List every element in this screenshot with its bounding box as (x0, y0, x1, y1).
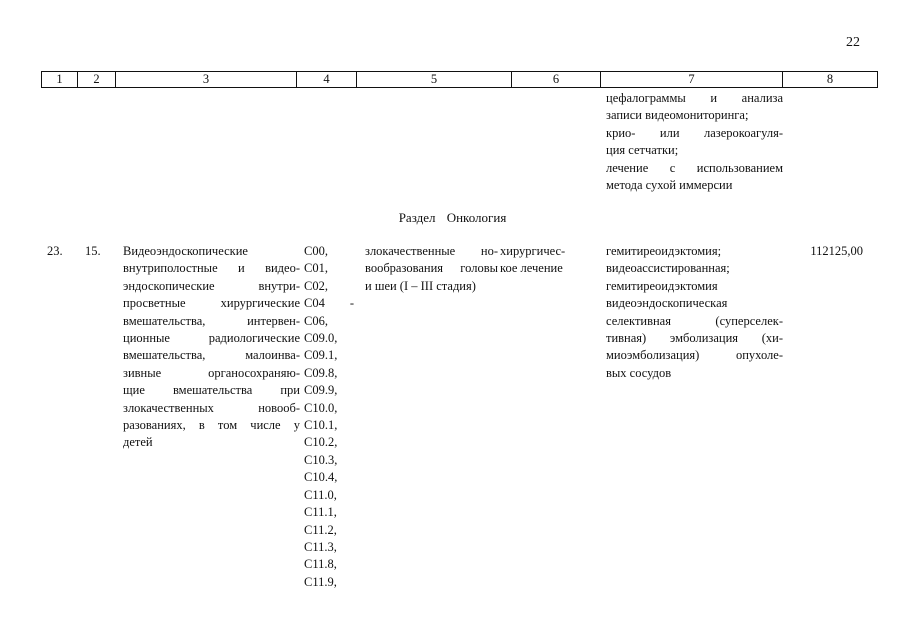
text-line: видеоэндоскопическая (606, 296, 728, 311)
icd-code: C11.3, (304, 539, 337, 554)
icd-code: C11.2, (304, 522, 337, 537)
page-number: 22 (846, 35, 860, 50)
text-line: вмешательства, интервен- (123, 313, 300, 328)
text-line: миоэмболизация) опухоле- (606, 348, 783, 363)
icd-code: C06, (304, 313, 328, 328)
text-line: злокачественных новооб- (123, 400, 300, 415)
section-title: Раздел Онкология (398, 210, 507, 225)
icd-code: C01, (304, 261, 328, 276)
treatment-type-cell (500, 243, 596, 278)
icd-code: C10.1, (304, 418, 338, 433)
header-col-1: 1 (42, 72, 78, 88)
icd-code: C11.1, (304, 505, 337, 520)
text-line: гемитиреоидэктомия (606, 278, 718, 293)
continued-methods-cell (606, 90, 783, 194)
row-number: 23. (47, 244, 63, 258)
icd-code: C11.0, (304, 487, 337, 502)
icd-code: C04 - (304, 296, 354, 311)
icd-code: C00, (304, 244, 328, 258)
text-line: хирургичес- (500, 244, 566, 258)
header-col-3: 3 (116, 72, 297, 88)
column-header-table (41, 71, 878, 88)
icd-code: C10.2, (304, 435, 338, 450)
text-line: вых сосудов (606, 365, 672, 380)
treatment-methods-cell (606, 243, 783, 382)
text-line: просветные хирургические (123, 296, 300, 311)
text-line: гемитиреоидэктомия; (606, 244, 722, 258)
header-col-6: 6 (512, 72, 601, 88)
icd-code: C11.8, (304, 557, 337, 572)
header-col-2: 2 (78, 72, 116, 88)
patient-model-cell (365, 243, 498, 295)
text-line: внутриполостные и видео- (123, 261, 300, 276)
text-line: цефалограммы и анализа (606, 91, 783, 105)
icd-code: C10.0, (304, 400, 338, 415)
text-line: лечение с использованием (606, 160, 783, 175)
text-line: разованиях, в том числе у (123, 418, 300, 433)
header-col-7: 7 (601, 72, 783, 88)
text-line: эндоскопические внутри- (123, 278, 300, 293)
header-col-8: 8 (783, 72, 878, 88)
text-line: детей (123, 435, 153, 450)
icd-codes-cell (304, 243, 359, 591)
icd-code: C09.8, (304, 365, 338, 380)
text-line: кое лечение (500, 261, 563, 276)
icd-code: C11.9, (304, 574, 337, 589)
text-line: селективная (суперселек- (606, 313, 783, 328)
text-line: зивные органосохраняю- (123, 365, 300, 380)
text-line: ционные радиологические (123, 331, 300, 346)
icd-code: C09.1, (304, 348, 338, 363)
icd-code: C10.4, (304, 470, 338, 485)
text-line: тивная) эмболизация (хи- (606, 331, 783, 346)
group-number: 15. (85, 244, 101, 258)
text-line: ция сетчатки; (606, 143, 679, 158)
text-line: вмешательства, малоинва- (123, 348, 300, 363)
text-line: вообразования головы (365, 261, 498, 276)
icd-code: C10.3, (304, 452, 338, 467)
text-line: записи видеомониторинга; (606, 108, 749, 123)
intervention-name-cell (123, 243, 300, 452)
text-line: щие вмешательства при (123, 383, 300, 398)
standard-cost: 112125,00 (810, 244, 863, 258)
icd-code: C09.0, (304, 331, 338, 346)
text-line: видеоассистированная; (606, 261, 730, 276)
text-line: злокачественные но- (365, 244, 498, 258)
text-line: и шеи (I – III стадия) (365, 278, 476, 293)
text-line: Видеоэндоскопические (123, 244, 248, 258)
icd-code: C09.9, (304, 383, 338, 398)
header-row (42, 72, 878, 88)
header-col-5: 5 (357, 72, 512, 88)
text-line: крио- или лазерокоагуля- (606, 125, 783, 140)
icd-code: C02, (304, 278, 328, 293)
header-col-4: 4 (297, 72, 357, 88)
text-line: метода сухой иммерсии (606, 178, 733, 193)
